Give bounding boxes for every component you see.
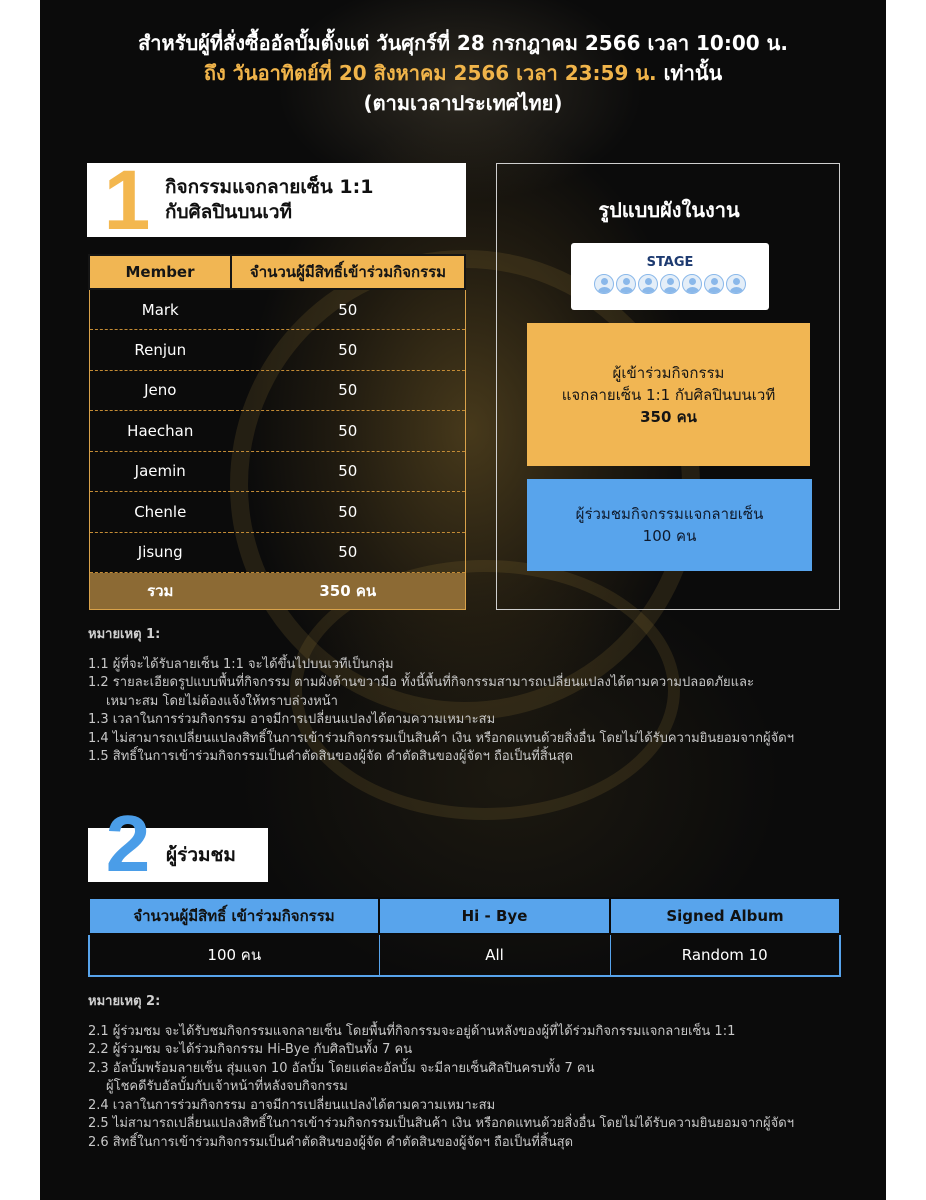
note-item: 2.3 อัลบั้มพร้อมลายเซ็น สุ่มแจก 10 อัลบั้ม โดยแต่ละอัลบั้ม จะมีลายเซ็นศิลปินครบทั้ง 7 คน — [88, 1060, 595, 1076]
table-cell: Random 10 — [610, 934, 840, 976]
section-1-number: 1 — [103, 153, 151, 247]
section-2-title: ผู้ร่วมชม — [166, 843, 236, 866]
note-item: 2.5 ไม่สามารถเปลี่ยนแปลงสิทธิ์ในการเข้าร่วมกิจกรรมเป็นสินค้า เงิน หรือกดแทนด้วยสิ่งอื่น โดยไม่ได้รับความยินยอมจากผู้จัดฯ — [88, 1116, 794, 1131]
table-header-row — [89, 255, 465, 289]
person-icon — [682, 274, 702, 294]
eligible-count-cell: 50 — [231, 370, 465, 411]
eligible-count-cell: 50 — [231, 532, 465, 573]
person-icon — [726, 274, 746, 294]
eligible-count-cell: 50 — [231, 330, 465, 371]
person-icon — [594, 274, 614, 294]
note-item: 1.4 ไม่สามารถเปลี่ยนแปลงสิทธิ์ในการเข้าร่วมกิจกรรมเป็นสินค้า เงิน หรือกดแทนด้วยสิ่งอื่น โดยไม่ได้รับความยินยอมจากผู้จัดฯ — [88, 730, 794, 746]
viewer-area — [527, 479, 812, 571]
member-name-cell: Jisung — [89, 532, 231, 573]
note-item: 1.2 รายละเอียดรูปแบบพื้นที่กิจกรรม ตามผังด้านขวามือ ทั้งนี้พื้นที่กิจกรรมสามารถเปลี่ยนแปลงได้ตามความปลอดภัยและ — [88, 675, 754, 690]
member-name-cell: Mark — [89, 289, 231, 330]
note-item: เหมาะสม โดยไม่ต้องแจ้งให้ทราบล่วงหน้า — [106, 693, 338, 709]
stage-label: STAGE — [646, 255, 694, 270]
person-icon — [638, 274, 658, 294]
eligible-count-cell: 50 — [231, 411, 465, 452]
section-1-title-line-2: กับศิลปินบนเวที — [165, 201, 293, 223]
venue-layout-title: รูปแบบผังในงาน — [598, 198, 740, 222]
header-line-1: สำหรับผู้ที่สั่งซื้ออัลบั้มตั้งแต่ วันศุกร์ที่ 28 กรกฎาคม 2566 เวลา 10:00 น. — [138, 31, 788, 55]
member-name-cell: Haechan — [89, 411, 231, 452]
notes-2-heading: หมายเหตุ 2: — [88, 994, 161, 1009]
table-row — [89, 411, 465, 452]
table-cell: 100 คน — [89, 934, 379, 976]
notes-2 — [88, 993, 794, 1152]
viewer-area-line-1: ผู้ร่วมชมกิจกรรมแจกลายเซ็น — [575, 505, 764, 523]
member-name-cell: Chenle — [89, 492, 231, 533]
section-1-title — [165, 175, 373, 225]
participant-area-line-2: แจกลายเซ็น 1:1 กับศิลปินบนเวที — [561, 385, 776, 404]
table-row — [89, 492, 465, 533]
table-row — [89, 934, 840, 976]
participant-area-line-1: ผู้เข้าร่วมกิจกรรม — [612, 363, 725, 382]
table-row — [89, 289, 465, 330]
person-icon — [616, 274, 636, 294]
event-poster — [40, 0, 886, 1200]
table-total-row — [89, 573, 465, 610]
member-name-cell: Jeno — [89, 370, 231, 411]
note-item: 2.1 ผู้ร่วมชม จะได้รับชมกิจกรรมแจกลายเซ็น โดยพื้นที่กิจกรรมจะอยู่ด้านหลังของผู้ที่ได้ร่วมกิจกรรมแจกลายเซ็น 1:1 — [88, 1023, 736, 1039]
member-name-cell: Jaemin — [89, 451, 231, 492]
table-row — [89, 330, 465, 371]
header-timezone-note: (ตามเวลาประเทศไทย) — [363, 91, 563, 115]
note-item: 1.3 เวลาในการร่วมกิจกรรม อาจมีการเปลี่ยนแปลงได้ตามความเหมาะสม — [88, 712, 496, 727]
section-1-title-card — [87, 153, 466, 247]
column-header-hi-bye: Hi - Bye — [379, 898, 610, 934]
note-item: 2.2 ผู้ร่วมชม จะได้ร่วมกิจกรรม Hi-Bye กับศิลปินทั้ง 7 คน — [88, 1042, 413, 1057]
note-item: ผู้โชคดีรับอัลบั้มกับเจ้าหน้าที่หลังจบกิจกรรม — [106, 1079, 348, 1094]
member-quota-table — [88, 254, 466, 610]
header-date-range: ถึง วันอาทิตย์ที่ 20 สิงหาคม 2566 เวลา 23:59 น. — [203, 61, 657, 85]
total-value-cell: 350 คน — [231, 573, 465, 610]
column-header-signed-album: Signed Album — [610, 898, 840, 934]
total-label-cell: รวม — [89, 573, 231, 610]
person-icon — [660, 274, 680, 294]
viewer-area-count: 100 คน — [642, 527, 697, 545]
header-only-label: เท่านั้น — [663, 61, 723, 85]
person-icon — [704, 274, 724, 294]
notes-1 — [88, 626, 794, 767]
note-item: 2.6 สิทธิ์ในการเข้าร่วมกิจกรรมเป็นคำตัดสินของผู้จัด คำตัดสินของผู้จัดฯ ถือเป็นที่สิ้นสุด — [88, 1134, 574, 1150]
eligible-count-cell: 50 — [231, 289, 465, 330]
table-row — [89, 370, 465, 411]
table-cell: All — [379, 934, 610, 976]
column-header-eligible-count: จำนวนผู้มีสิทธิ์เข้าร่วมกิจกรรม — [231, 255, 465, 289]
note-item: 1.5 สิทธิ์ในการเข้าร่วมกิจกรรมเป็นคำตัดสินของผู้จัด คำตัดสินของผู้จัดฯ ถือเป็นที่สิ้นสุด — [88, 749, 574, 764]
event-header — [40, 28, 886, 118]
participant-area — [527, 323, 810, 466]
note-item: 2.4 เวลาในการร่วมกิจกรรม อาจมีการเปลี่ยนแปลงได้ตามความเหมาะสม — [88, 1097, 496, 1113]
venue-layout-panel — [496, 163, 840, 610]
viewer-table — [88, 897, 841, 977]
eligible-count-cell: 50 — [231, 492, 465, 533]
participant-area-count: 350 คน — [640, 407, 697, 426]
section-2-number: 2 — [105, 799, 151, 888]
eligible-count-cell: 50 — [231, 451, 465, 492]
notes-1-heading: หมายเหตุ 1: — [88, 627, 161, 642]
member-name-cell: Renjun — [89, 330, 231, 371]
section-2-title-card — [88, 799, 268, 888]
note-item: 1.1 ผู้ที่จะได้รับลายเซ็น 1:1 จะได้ขึ้นไปบนเวทีเป็นกลุ่ม — [88, 656, 394, 672]
column-header-member: Member — [89, 255, 231, 289]
stage-block — [571, 243, 769, 310]
column-header-eligible-count: จำนวนผู้มีสิทธิ์ เข้าร่วมกิจกรรม — [89, 898, 379, 934]
table-row — [89, 532, 465, 573]
header-line-2 — [40, 58, 886, 88]
artist-avatars — [571, 274, 769, 294]
table-header-row — [89, 898, 840, 934]
table-row — [89, 451, 465, 492]
section-1-title-line-1: กิจกรรมแจกลายเซ็น 1:1 — [165, 176, 374, 198]
